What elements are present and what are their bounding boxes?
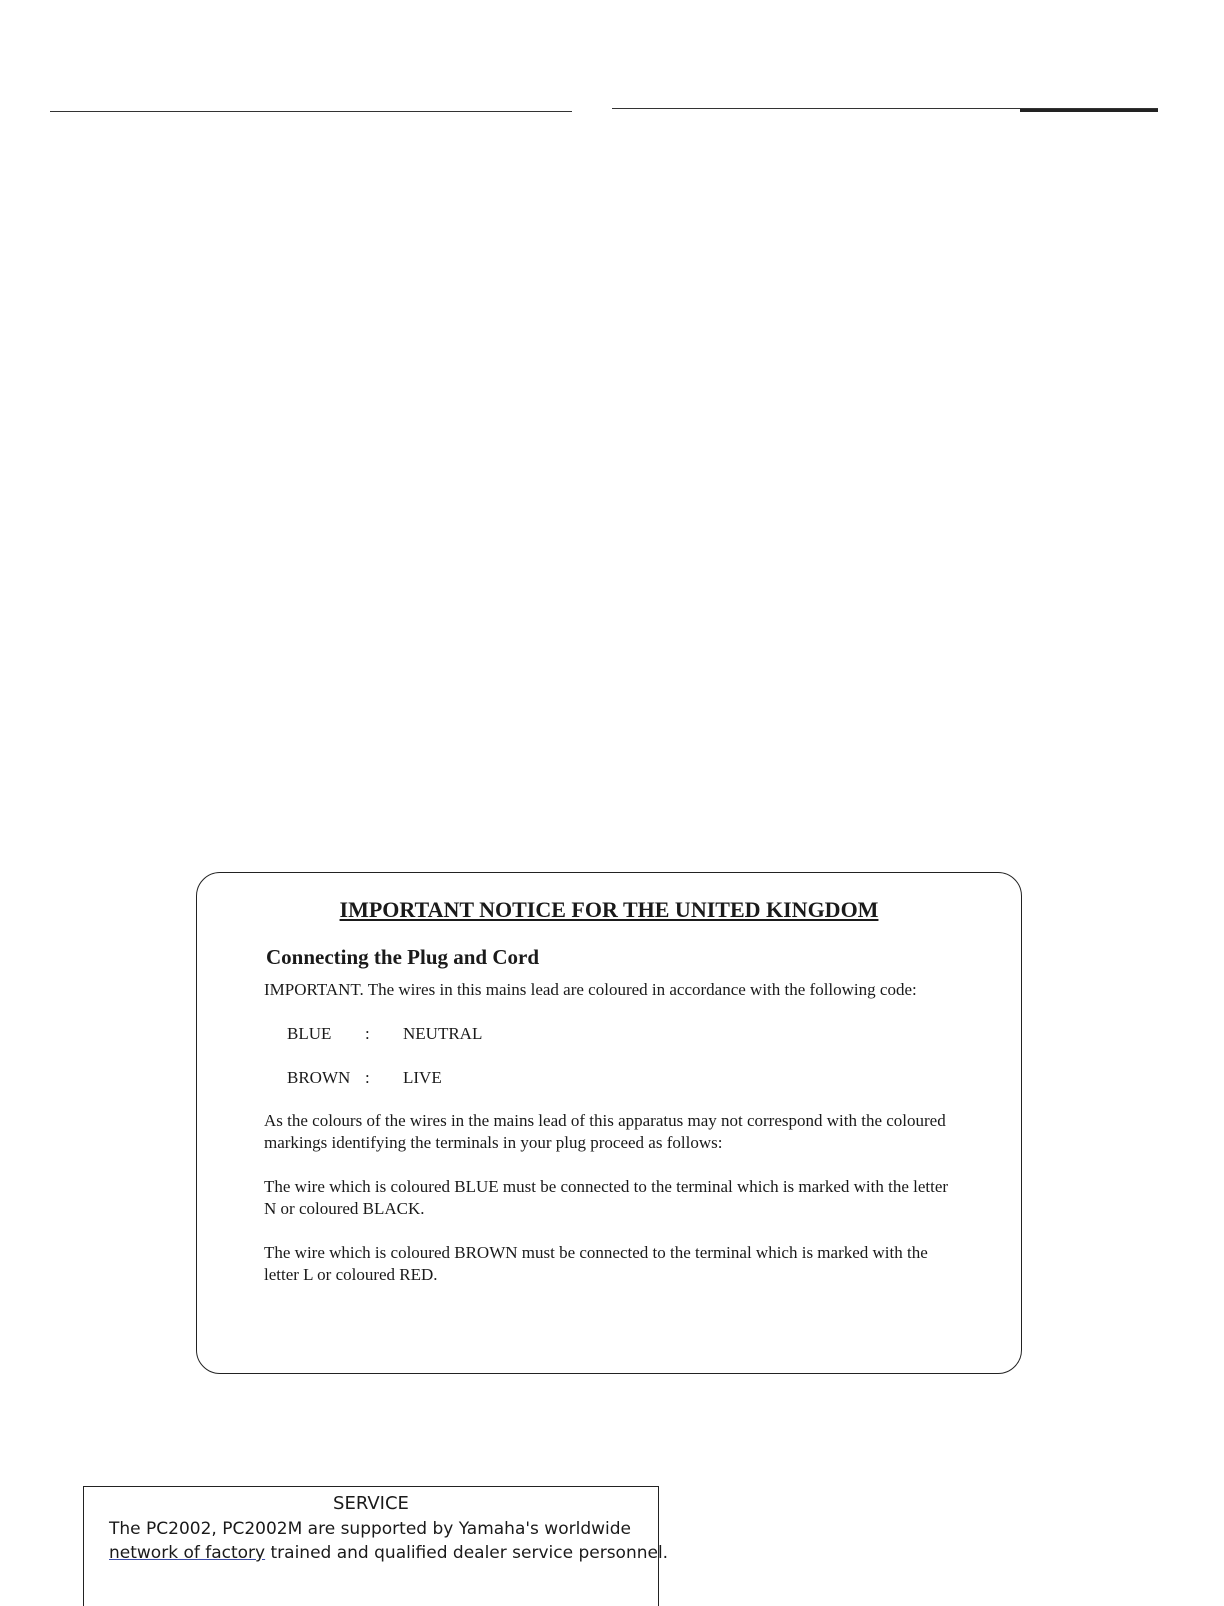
service-underlined-text: network of factory — [109, 1543, 266, 1563]
notice-paragraph-1: As the colours of the wires in the mains lead of this apparatus may not correspond with the coloured markings identifying the terminals in your plug proceed as follows: — [264, 1111, 946, 1152]
notice-title: IMPORTANT NOTICE FOR THE UNITED KINGDOM — [339, 897, 879, 922]
uk-notice-box — [196, 872, 1022, 1374]
wire-terminal: NEUTRAL — [403, 1024, 483, 1043]
header-rule-left — [50, 111, 572, 112]
notice-paragraph-2: The wire which is coloured BLUE must be connected to the terminal which is marked with the letter N or coloured BLACK. — [264, 1177, 949, 1218]
service-box — [83, 1486, 669, 1606]
wire-terminal: LIVE — [403, 1068, 442, 1087]
wire-separator: : — [365, 1068, 370, 1087]
notice-intro: IMPORTANT. The wires in this mains lead are coloured in accordance with the following code: — [264, 980, 917, 999]
service-title: SERVICE — [333, 1493, 409, 1514]
service-line-1: The PC2002, PC2002M are supported by Yamaha's worldwide — [109, 1519, 631, 1539]
notice-subtitle: Connecting the Plug and Cord — [266, 945, 540, 969]
service-line-2 — [109, 1543, 668, 1563]
wire-color: BLUE — [287, 1024, 332, 1043]
wire-separator: : — [365, 1024, 370, 1043]
notice-paragraph-3: The wire which is coloured BROWN must be connected to the terminal which is marked with the letter L or coloured RED. — [264, 1243, 928, 1284]
wire-color: BROWN — [287, 1068, 351, 1087]
header-rule-right-thick — [1020, 109, 1158, 112]
service-line-2-rest: trained and qualified dealer service personnel. — [265, 1543, 669, 1563]
